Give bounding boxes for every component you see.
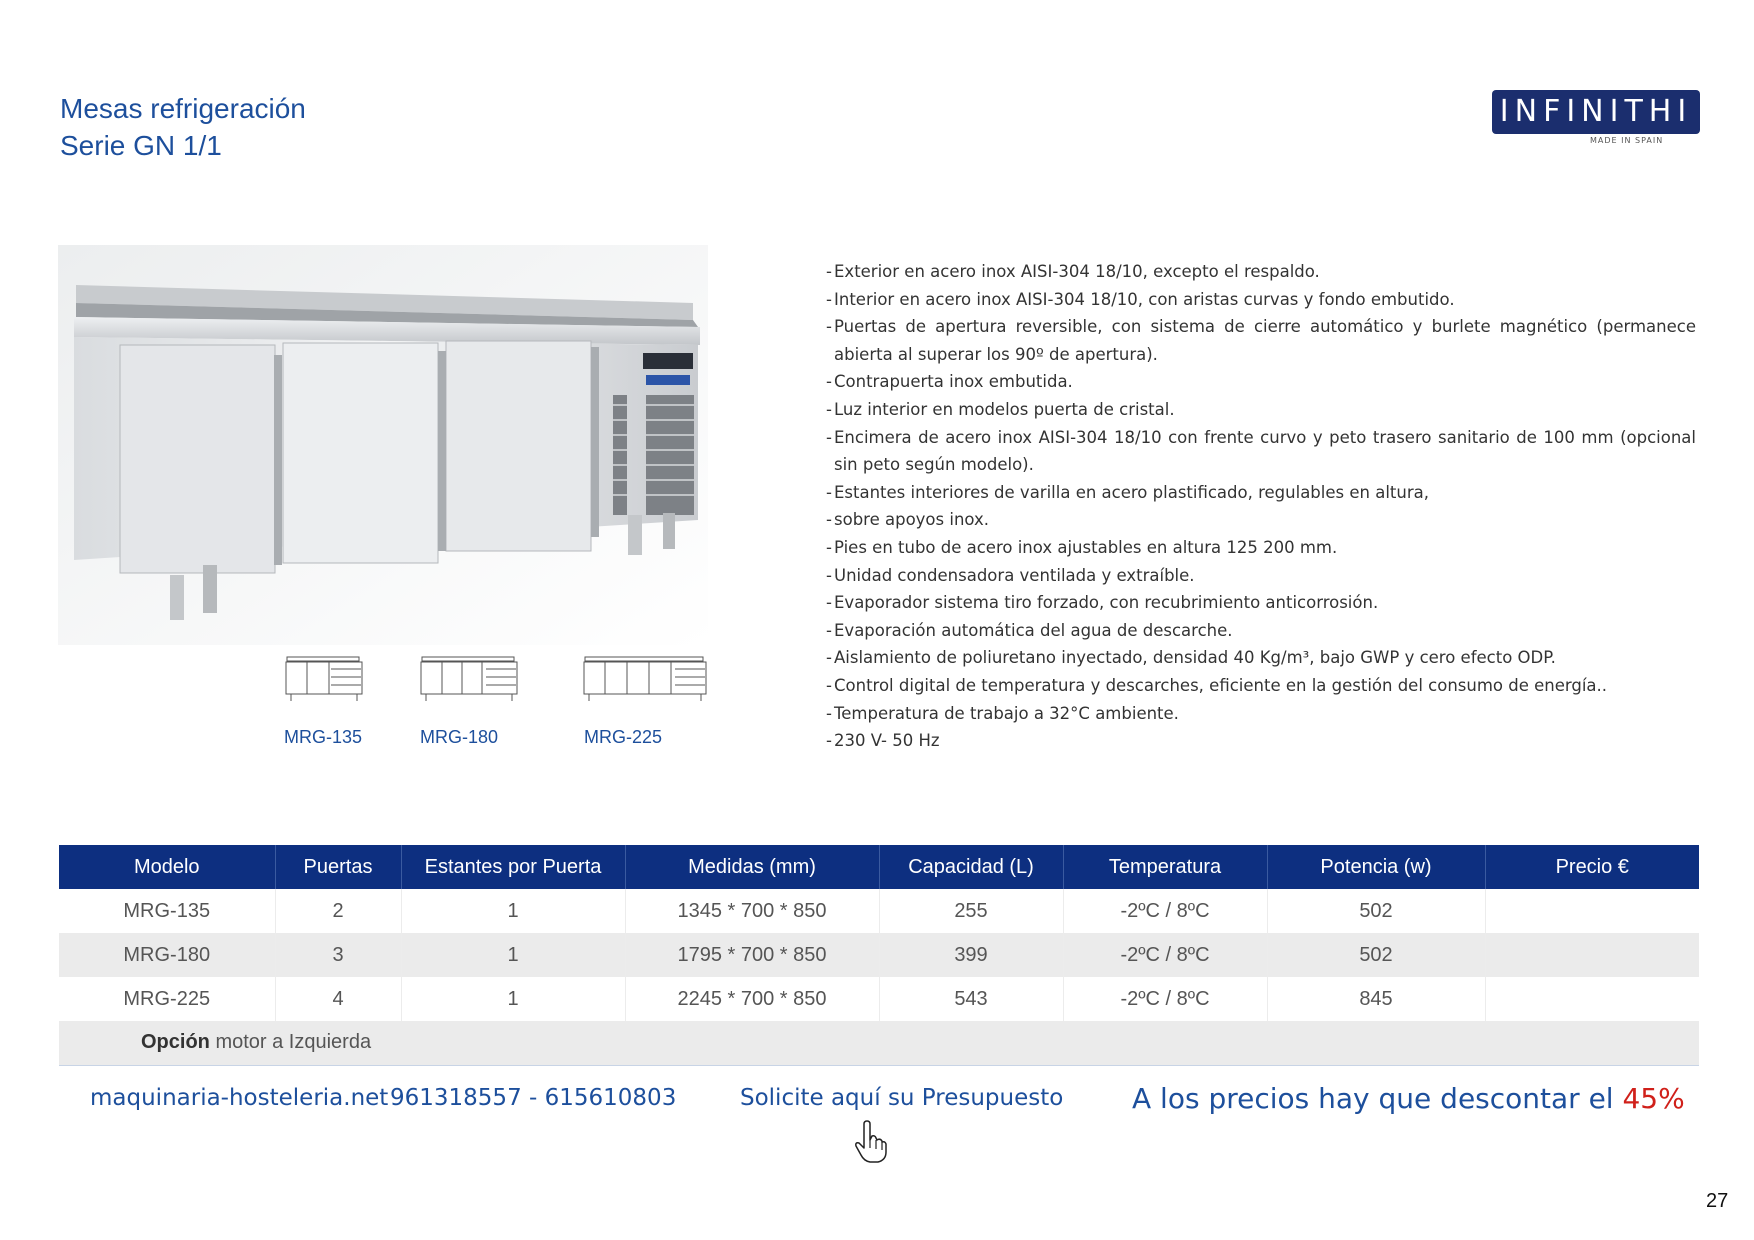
feature-item: - Encimera de acero inox AISI-304 18/10 con frente curvo y peto trasero sanitario de 100 mm (opcional sin peto según modelo). bbox=[826, 424, 1696, 479]
table-header-row bbox=[59, 845, 1699, 889]
table-row bbox=[59, 933, 1699, 977]
cell-precio bbox=[1485, 977, 1699, 1021]
feature-item: - Control digital de temperatura y descarches, eficiente en la gestión del consumo de energía.. bbox=[826, 672, 1696, 700]
cell-potencia: 502 bbox=[1267, 889, 1485, 933]
table-row bbox=[59, 977, 1699, 1021]
feature-item: - Exterior en acero inox AISI-304 18/10, excepto el respaldo. bbox=[826, 258, 1696, 286]
col-header-puertas: Puertas bbox=[275, 845, 401, 889]
cell-potencia: 502 bbox=[1267, 933, 1485, 977]
col-header-precio: Precio € bbox=[1485, 845, 1699, 889]
cell-temperatura: -2ºC / 8ºC bbox=[1063, 889, 1267, 933]
feature-item: - Puertas de apertura reversible, con sistema de cierre automático y burlete magnético (permanece abierta al superar los 90º de apertura). bbox=[826, 313, 1696, 368]
specs-table bbox=[59, 845, 1699, 1066]
model-label-mrg-135: MRG-135 bbox=[284, 727, 363, 747]
cell-capacidad: 399 bbox=[879, 933, 1063, 977]
title-line-1: Mesas refrigeración bbox=[60, 93, 306, 124]
cell-temperatura: -2ºC / 8ºC bbox=[1063, 977, 1267, 1021]
website-link[interactable]: maquinaria-hosteleria.net bbox=[90, 1085, 389, 1111]
col-header-potencia: Potencia (w) bbox=[1267, 845, 1485, 889]
feature-item: - Aislamiento de poliuretano inyectado, densidad 40 Kg/m³, bajo GWP y cero efecto ODP. bbox=[826, 644, 1696, 672]
col-header-medidas: Medidas (mm) bbox=[625, 845, 879, 889]
cell-estantes: 1 bbox=[401, 977, 625, 1021]
option-text: motor a Izquierda bbox=[209, 1031, 372, 1054]
option-cell bbox=[59, 1021, 1699, 1065]
feature-item: - Evaporación automática del agua de descarche. bbox=[826, 617, 1696, 645]
cell-medidas: 1795 * 700 * 850 bbox=[625, 933, 879, 977]
page-number: 27 bbox=[1706, 1190, 1729, 1212]
cell-estantes: 1 bbox=[401, 889, 625, 933]
brand-tagline: MADE IN SPAIN bbox=[1590, 136, 1664, 145]
cell-medidas: 1345 * 700 * 850 bbox=[625, 889, 879, 933]
cell-estantes: 1 bbox=[401, 933, 625, 977]
col-header-temperatura: Temperatura bbox=[1063, 845, 1267, 889]
option-label: Opción bbox=[141, 1031, 210, 1054]
cell-modelo: MRG-180 bbox=[59, 933, 275, 977]
brand-logo: INFINITHI bbox=[1492, 90, 1700, 134]
thumbnail-mrg-225 bbox=[583, 655, 707, 703]
cell-capacidad: 543 bbox=[879, 977, 1063, 1021]
table-row bbox=[59, 889, 1699, 933]
cell-precio bbox=[1485, 889, 1699, 933]
col-header-capacidad: Capacidad (L) bbox=[879, 845, 1063, 889]
phone-numbers[interactable]: 961318557 - 615610803 bbox=[390, 1085, 677, 1111]
cell-capacidad: 255 bbox=[879, 889, 1063, 933]
feature-item: - 230 V- 50 Hz bbox=[826, 727, 1696, 755]
feature-item: - Pies en tubo de acero inox ajustables en altura 125 200 mm. bbox=[826, 534, 1696, 562]
feature-item: - Temperatura de trabajo a 32°C ambiente. bbox=[826, 700, 1696, 728]
cell-temperatura: -2ºC / 8ºC bbox=[1063, 933, 1267, 977]
feature-item: - sobre apoyos inox. bbox=[826, 506, 1696, 534]
pointer-hand-icon[interactable] bbox=[850, 1120, 890, 1164]
discount-value: 45% bbox=[1622, 1082, 1685, 1115]
feature-item: - Estantes interiores de varilla en acero plastificado, regulables en altura, bbox=[826, 479, 1696, 507]
page-title bbox=[60, 90, 306, 164]
thumbnail-mrg-135 bbox=[285, 655, 363, 703]
product-photo bbox=[58, 245, 708, 645]
cell-medidas: 2245 * 700 * 850 bbox=[625, 977, 879, 1021]
feature-item: - Unidad condensadora ventilada y extraíble. bbox=[826, 562, 1696, 590]
feature-item: - Luz interior en modelos puerta de cristal. bbox=[826, 396, 1696, 424]
model-label-mrg-225: MRG-225 bbox=[584, 727, 663, 747]
col-header-estantes: Estantes por Puerta bbox=[401, 845, 625, 889]
cell-puertas: 3 bbox=[275, 933, 401, 977]
cell-puertas: 4 bbox=[275, 977, 401, 1021]
col-header-modelo: Modelo bbox=[59, 845, 275, 889]
model-label-mrg-180: MRG-180 bbox=[420, 727, 499, 747]
option-row bbox=[59, 1021, 1699, 1065]
feature-item: - Contrapuerta inox embutida. bbox=[826, 368, 1696, 396]
cell-puertas: 2 bbox=[275, 889, 401, 933]
cell-modelo: MRG-225 bbox=[59, 977, 275, 1021]
feature-item: - Evaporador sistema tiro forzado, con recubrimiento anticorrosión. bbox=[826, 589, 1696, 617]
title-line-2: Serie GN 1/1 bbox=[60, 130, 222, 161]
thumbnail-mrg-180 bbox=[420, 655, 518, 703]
quote-request-link[interactable]: Solicite aquí su Presupuesto bbox=[740, 1085, 1064, 1111]
cell-potencia: 845 bbox=[1267, 977, 1485, 1021]
discount-text: A los precios hay que descontar el bbox=[1132, 1082, 1623, 1115]
cell-modelo: MRG-135 bbox=[59, 889, 275, 933]
feature-item: - Interior en acero inox AISI-304 18/10, con aristas curvas y fondo embutido. bbox=[826, 286, 1696, 314]
cell-precio bbox=[1485, 933, 1699, 977]
discount-notice bbox=[1132, 1082, 1685, 1115]
feature-list bbox=[826, 258, 1696, 755]
